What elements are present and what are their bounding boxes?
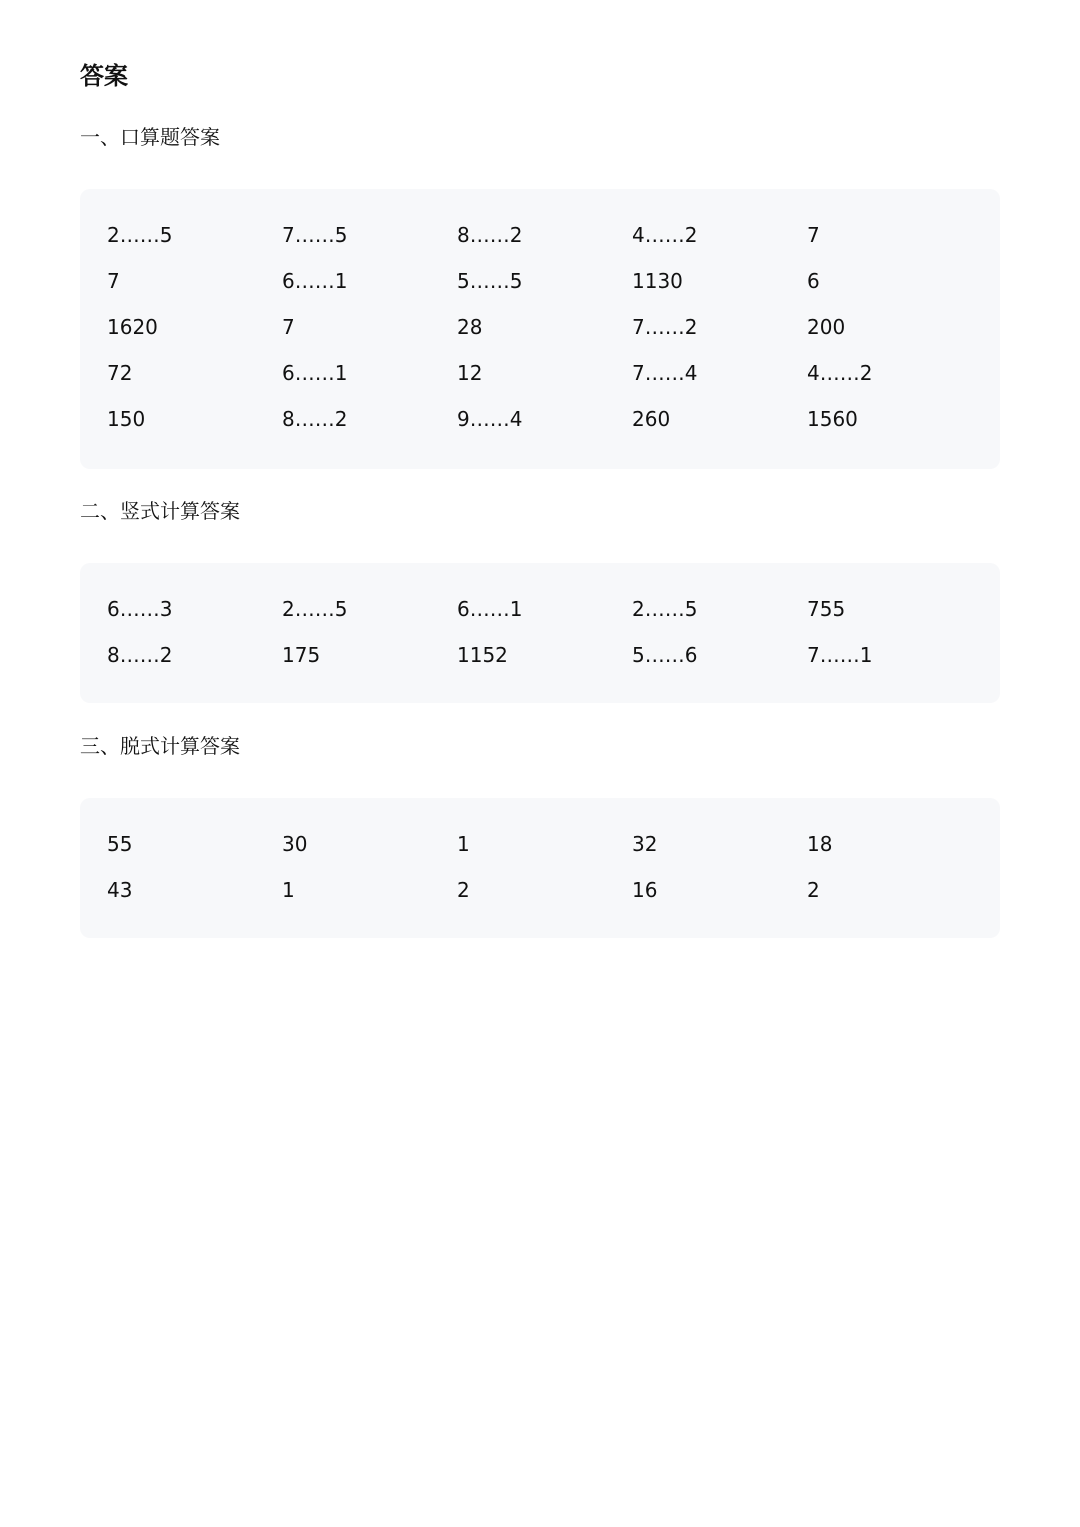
answer-cell: 8……2 — [457, 223, 523, 247]
answer-cell: 7 — [107, 269, 120, 293]
answer-cell: 72 — [107, 361, 133, 385]
answer-grid-oral — [107, 212, 1000, 442]
answer-cell: 32 — [632, 832, 658, 856]
answer-box-stepwise — [80, 798, 1000, 938]
answer-cell: 1152 — [457, 643, 508, 667]
answer-box-vertical — [80, 563, 1000, 703]
answer-cell: 1560 — [807, 407, 858, 431]
answer-cell: 1 — [457, 832, 470, 856]
answer-cell: 30 — [282, 832, 308, 856]
answer-cell: 1 — [282, 878, 295, 902]
answer-cell: 200 — [807, 315, 846, 339]
answer-cell: 7 — [282, 315, 295, 339]
answer-cell: 4……2 — [632, 223, 698, 247]
answer-cell: 150 — [107, 407, 146, 431]
answer-cell: 7 — [807, 223, 820, 247]
answer-cell: 43 — [107, 878, 133, 902]
answer-cell: 9……4 — [457, 407, 523, 431]
answer-cell: 7……4 — [632, 361, 698, 385]
answer-cell: 18 — [807, 832, 833, 856]
answer-cell: 1620 — [107, 315, 158, 339]
section-heading-stepwise: 三、脱式计算答案 — [80, 734, 240, 758]
answer-cell: 2 — [457, 878, 470, 902]
answer-cell: 2 — [807, 878, 820, 902]
answer-grid-vertical — [107, 586, 1000, 678]
answer-cell: 16 — [632, 878, 658, 902]
answer-cell: 175 — [282, 643, 321, 667]
answer-cell: 55 — [107, 832, 133, 856]
answer-cell: 6 — [807, 269, 820, 293]
answer-cell: 12 — [457, 361, 483, 385]
page-title: 答案 — [80, 62, 128, 90]
answer-cell: 7……5 — [282, 223, 348, 247]
answer-cell: 5……5 — [457, 269, 523, 293]
answer-cell: 2……5 — [282, 597, 348, 621]
answer-cell: 6……1 — [282, 269, 348, 293]
answer-cell: 8……2 — [282, 407, 348, 431]
answer-cell: 1130 — [632, 269, 683, 293]
answer-cell: 4……2 — [807, 361, 873, 385]
answer-cell: 2……5 — [107, 223, 173, 247]
answer-cell: 5……6 — [632, 643, 698, 667]
answer-cell: 6……1 — [282, 361, 348, 385]
answer-cell: 7……1 — [807, 643, 873, 667]
answer-cell: 7……2 — [632, 315, 698, 339]
answer-cell: 755 — [807, 597, 846, 621]
answer-cell: 6……1 — [457, 597, 523, 621]
answer-cell: 6……3 — [107, 597, 173, 621]
answer-cell: 2……5 — [632, 597, 698, 621]
answer-box-oral — [80, 189, 1000, 469]
answer-cell: 260 — [632, 407, 671, 431]
answer-cell: 28 — [457, 315, 483, 339]
answer-cell: 8……2 — [107, 643, 173, 667]
section-heading-oral: 一、口算题答案 — [80, 125, 220, 149]
section-heading-vertical: 二、竖式计算答案 — [80, 499, 240, 523]
answer-grid-stepwise — [107, 821, 1000, 913]
